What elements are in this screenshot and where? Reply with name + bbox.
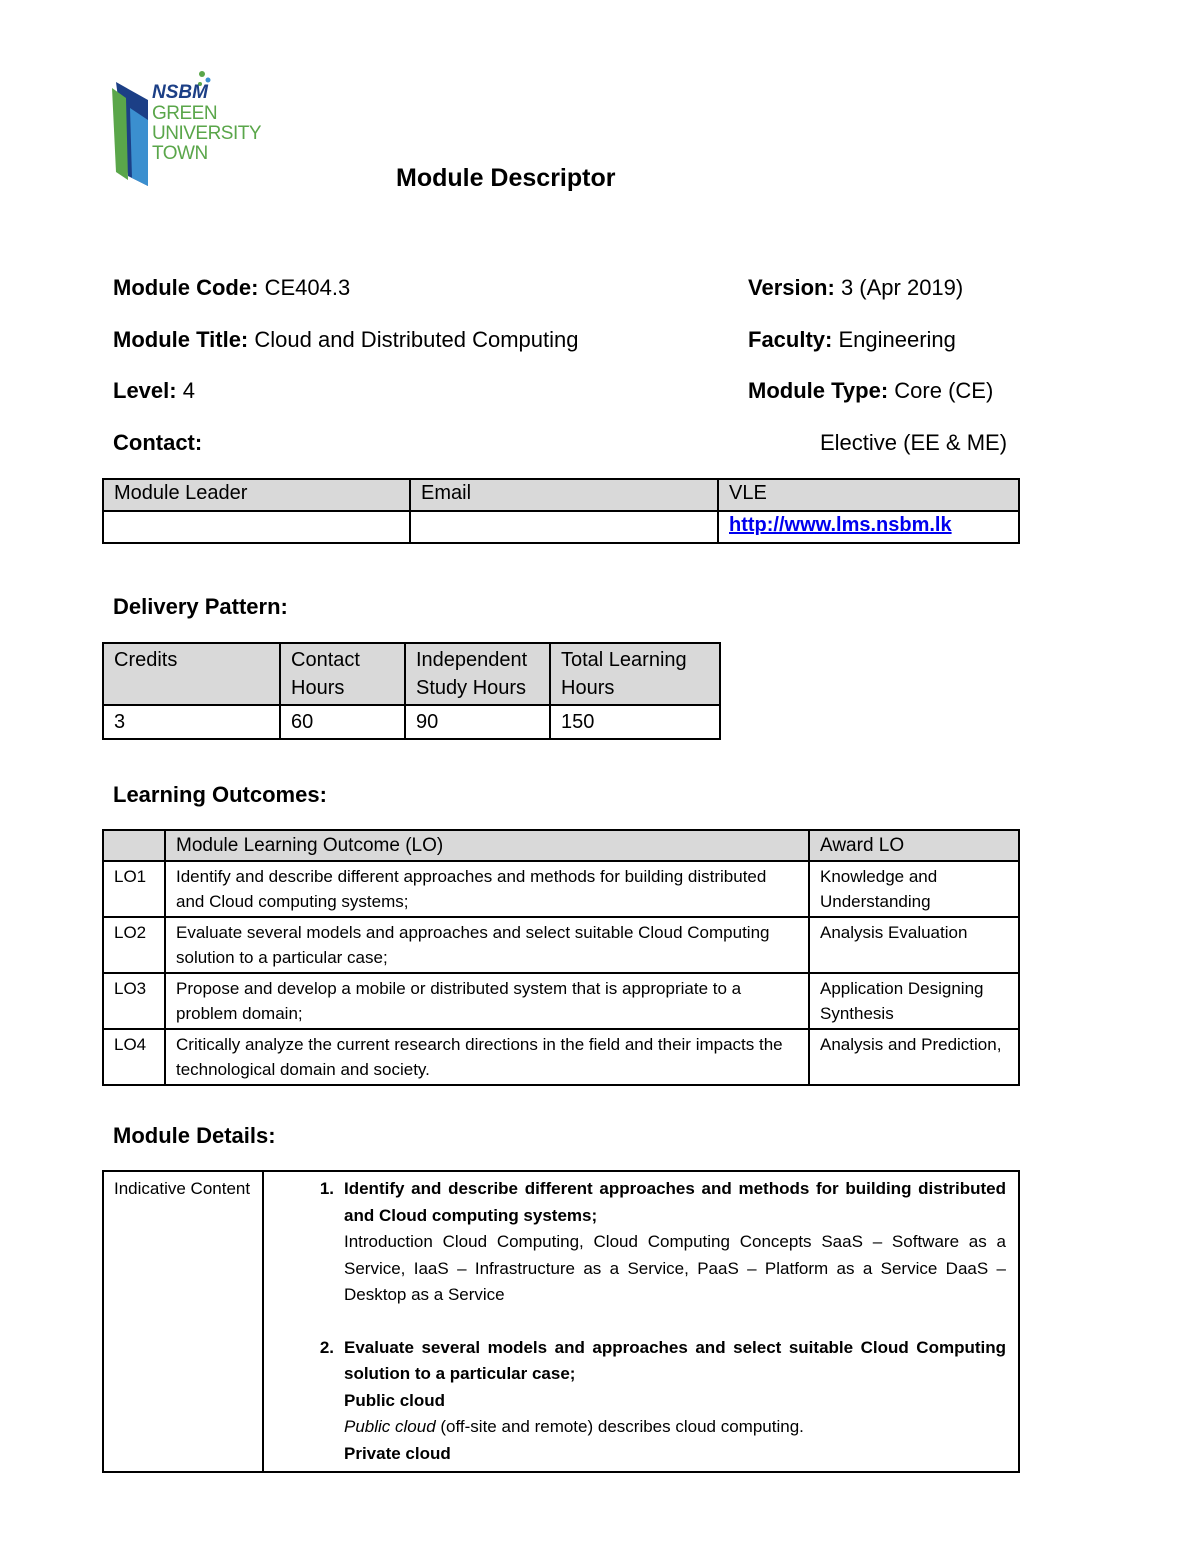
content-item-2 <box>298 1335 1006 1468</box>
contact-label: Contact: <box>113 430 203 455</box>
table-header-row <box>103 479 1019 511</box>
cell-credits: 3 <box>103 705 280 739</box>
header-credits: Credits <box>103 643 280 705</box>
cell-independent-study: 90 <box>405 705 550 739</box>
cell-indicative-label: Indicative Content <box>103 1171 263 1472</box>
header-independent-study: Independent Study Hours <box>405 643 550 705</box>
cell-indicative-content <box>263 1171 1019 1472</box>
level-value: 4 <box>182 378 195 403</box>
item-number: 2. <box>319 1337 334 1357</box>
public-cloud-description: (off-site and remote) describes cloud computing. <box>435 1417 804 1436</box>
details-table <box>102 1170 1020 1473</box>
content-item-1 <box>298 1176 1006 1309</box>
module-title-label: Module Title: <box>113 327 249 352</box>
module-type-field <box>748 378 993 404</box>
cell-lo-id: LO4 <box>103 1029 165 1085</box>
module-code-value: CE404.3 <box>264 275 351 300</box>
subheading-public-cloud: Public cloud <box>344 1390 446 1410</box>
cell-email <box>410 511 718 543</box>
header-email: Email <box>410 479 718 511</box>
header-id <box>103 830 165 861</box>
item-title: Evaluate several models and approaches and select suitable Cloud Computing solution to a particular case; <box>344 1337 1006 1383</box>
item-body <box>344 1176 1006 1309</box>
public-cloud-italic: Public cloud <box>344 1417 436 1436</box>
header-module-leader: Module Leader <box>103 479 410 511</box>
item-text: Introduction Cloud Computing, Cloud Computing Concepts SaaS – Software as a Service, IaaS – Infrastructure as a Service, PaaS – Platform as a Service DaaS – Desktop as a Service <box>344 1232 1006 1304</box>
cell-total-learning: 150 <box>550 705 720 739</box>
cell-lo-outcome: Evaluate several models and approaches and select suitable Cloud Computing solution to a particular case; <box>165 917 809 973</box>
version-label: Version: <box>748 275 835 300</box>
cell-lo-award: Analysis and Prediction, <box>809 1029 1019 1085</box>
header-total-learning: Total Learning Hours <box>550 643 720 705</box>
faculty-label: Faculty: <box>748 327 833 352</box>
level-field <box>113 378 195 404</box>
delivery-heading: Delivery Pattern: <box>113 594 288 619</box>
module-type-elective: Elective (EE & ME) <box>820 430 1008 455</box>
cell-lo-id: LO2 <box>103 917 165 973</box>
public-cloud-text <box>344 1414 1006 1441</box>
table-row <box>103 1029 1019 1085</box>
table-row <box>103 511 1019 543</box>
cell-lo-award: Knowledge and Understanding <box>809 861 1019 917</box>
header-award: Award LO <box>809 830 1019 861</box>
item-number: 1. <box>319 1179 334 1198</box>
logo-university: UNIVERSITY <box>152 123 262 144</box>
contact-table <box>102 478 1020 544</box>
cell-lo-award: Application Designing Synthesis <box>809 973 1019 1029</box>
module-code-label: Module Code: <box>113 275 259 300</box>
faculty-value: Engineering <box>838 327 956 352</box>
header-vle: VLE <box>718 479 1019 511</box>
version-field <box>748 275 963 301</box>
logo-town: TOWN <box>152 143 208 164</box>
header-contact-hours: Contact Hours <box>280 643 405 705</box>
cell-module-leader <box>103 511 410 543</box>
cell-lo-outcome: Identify and describe different approaches and methods for building distributed and Cloud computing systems; <box>165 861 809 917</box>
table-header-row <box>103 643 720 705</box>
table-row <box>103 973 1019 1029</box>
cell-contact-hours: 60 <box>280 705 405 739</box>
table-header-row <box>103 830 1019 861</box>
details-heading: Module Details: <box>113 1123 276 1148</box>
logo-green: GREEN <box>152 103 218 124</box>
cell-lo-award: Analysis Evaluation <box>809 917 1019 973</box>
header-outcome: Module Learning Outcome (LO) <box>165 830 809 861</box>
item-title: Identify and describe different approaches and methods for building distributed and Cloud computing systems; <box>344 1179 1006 1225</box>
outcomes-table <box>102 829 1020 1086</box>
faculty-field <box>748 327 956 353</box>
cell-lo-id: LO1 <box>103 861 165 917</box>
module-code-field <box>113 275 350 301</box>
table-row <box>103 861 1019 917</box>
cell-lo-id: LO3 <box>103 973 165 1029</box>
vle-link[interactable]: http://www.lms.nsbm.lk <box>729 514 952 536</box>
cell-lo-outcome: Propose and develop a mobile or distributed system that is appropriate to a problem domain; <box>165 973 809 1029</box>
logo-nsbm: NSBM <box>152 82 208 103</box>
table-row <box>103 705 720 739</box>
logo-text <box>152 82 261 164</box>
outcomes-heading: Learning Outcomes: <box>113 782 327 807</box>
level-label: Level: <box>113 378 177 403</box>
table-row <box>103 1171 1019 1472</box>
subheading-private-cloud: Private cloud <box>344 1443 451 1463</box>
contact-field <box>113 430 202 456</box>
module-title-field <box>113 327 578 353</box>
page-title: Module Descriptor <box>396 164 616 192</box>
table-row <box>103 917 1019 973</box>
nsbm-logo <box>108 68 262 192</box>
cell-vle <box>718 511 1019 543</box>
item-body <box>344 1335 1006 1468</box>
version-value: 3 (Apr 2019) <box>840 275 964 300</box>
module-type-value: Core (CE) <box>894 378 994 403</box>
cell-lo-outcome: Critically analyze the current research directions in the field and their impacts the technological domain and society. <box>165 1029 809 1085</box>
module-title-value: Cloud and Distributed Computing <box>254 327 579 352</box>
module-type-label: Module Type: <box>748 378 889 403</box>
delivery-table <box>102 642 721 740</box>
